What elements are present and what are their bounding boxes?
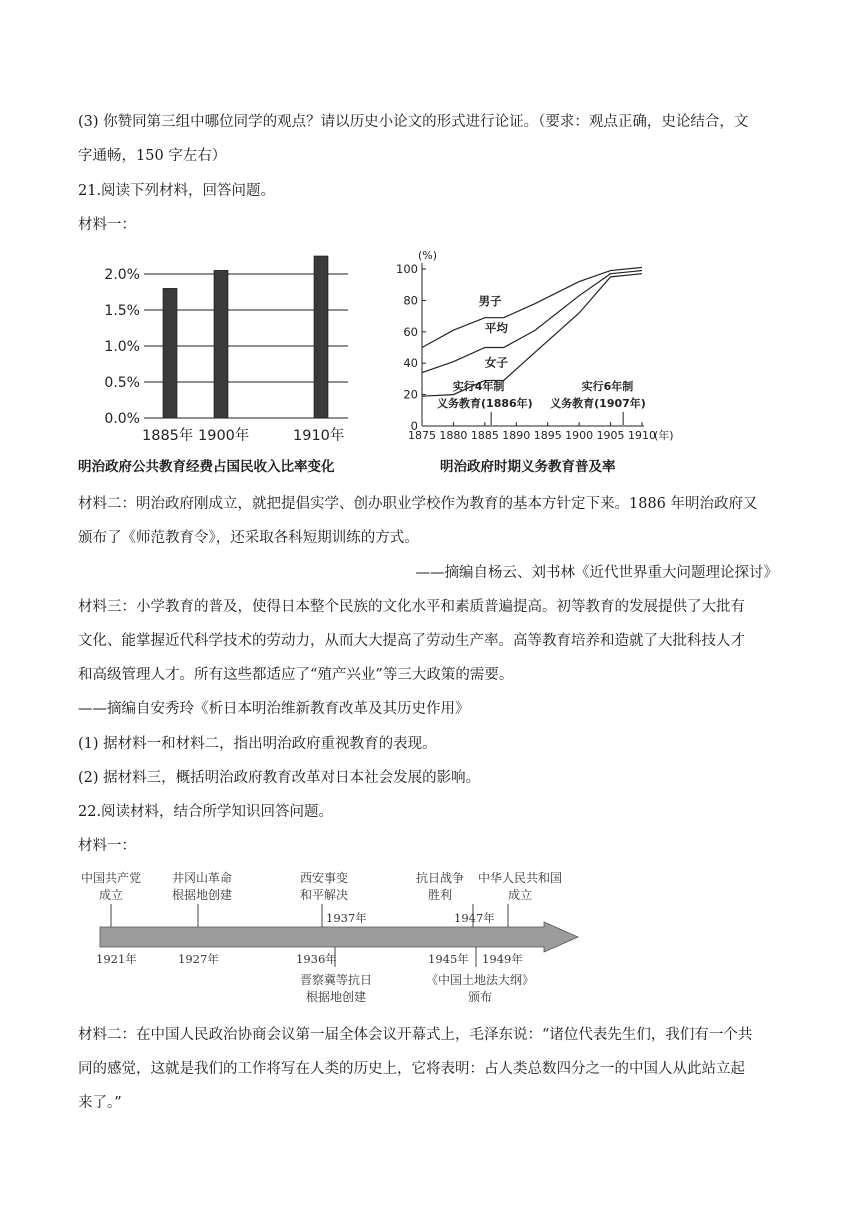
- event-1947-l1: 《中国土地法大纲》: [425, 973, 535, 987]
- q22-material-2-line-1: 材料二：在中国人民政治协商会议第一届全体会议开幕式上，毛泽东说：“诸位代表先生们，我们有一个共: [78, 1027, 753, 1043]
- event-1949-l2: 成立: [507, 888, 533, 902]
- line-series-label: 女子: [484, 355, 508, 370]
- line-xtick-label: 1905: [596, 429, 625, 442]
- line-xtick-label: 1900: [565, 429, 594, 442]
- timeline-arrow: [100, 922, 578, 952]
- event-1937-l2: 和平解决: [299, 888, 349, 902]
- event-1927-l1: 井冈山革命: [171, 871, 233, 885]
- education-expense-bar-chart: [78, 246, 378, 446]
- annotation-1886-line2: 义务教育(1886年): [437, 397, 533, 411]
- bar-ytick-label: 1.0%: [104, 339, 140, 355]
- q22-material-2-line-3: 来了。”: [78, 1095, 122, 1111]
- q21-material-2-source: ——摘编自杨云、刘书林《近代世界重大问题理论探讨》: [415, 565, 778, 581]
- year-above-1947: 1947年: [454, 911, 495, 925]
- year-above-1937: 1937年: [326, 911, 367, 925]
- q22-title: 22.阅读材料，结合所学知识回答问题。: [78, 804, 334, 820]
- bar-xtick-label: 1910年: [293, 428, 345, 444]
- q21-question-2: (2) 据材料三，概括明治政府教育改革对日本社会发展的影响。: [78, 770, 481, 786]
- q21-material-2-line-1: 材料二：明治政府刚成立，就把提倡实学、创办职业学校作为教育的基本方针定下来。1886 年明治政府又: [78, 496, 758, 512]
- line-y-unit: (%): [418, 249, 438, 262]
- line-ytick-label: 100: [396, 262, 418, 276]
- year-below-1945: 1945年: [428, 952, 469, 966]
- bar-ytick-label: 1.5%: [104, 303, 140, 319]
- line-x-unit: (年): [654, 429, 674, 442]
- annotation-1886-line1: 实行4年制: [452, 379, 505, 393]
- q21-material-3-line-3: 和高级管理人才。所有这些都适应了“殖产兴业”等三大政策的需要。: [78, 667, 514, 683]
- event-1937-l1: 西安事变: [299, 871, 349, 885]
- line-series-label: 男子: [478, 294, 502, 309]
- line-series-2: [422, 274, 642, 396]
- line-ytick-label: 0: [410, 419, 418, 433]
- event-1945-l1: 抗日战争: [415, 871, 465, 885]
- line-xtick-label: 1895: [533, 429, 562, 442]
- event-1921-l1: 中国共产党: [80, 871, 142, 885]
- event-1936-l2: 根据地创建: [305, 990, 367, 1004]
- bar-1910年: [314, 256, 328, 418]
- bar-chart-title: 明治政府公共教育经费占国民收入比率变化: [78, 459, 335, 475]
- year-below-1927: 1927年: [178, 952, 219, 966]
- event-1936-l1: 晋察冀等抗日: [299, 973, 373, 987]
- q21-material-2-line-2: 颁布了《师范教育令》，还采取各科短期训练的方式。: [78, 530, 419, 546]
- q21-question-1: (1) 据材料一和材料二，指出明治政府重视教育的表现。: [78, 736, 437, 752]
- q22-material-2-line-2: 同的感觉，这就是我们的工作将写在人类的历史上，它将表明：占人类总数四分之一的中国人从此站立起: [78, 1061, 745, 1077]
- annotation-1907-line2: 义务教育(1907年): [550, 397, 646, 411]
- year-below-1921: 1921年: [96, 952, 137, 966]
- bar-1900年: [214, 270, 228, 418]
- line-xtick-label: 1890: [502, 429, 531, 442]
- line-xtick-label: 1910: [628, 429, 656, 442]
- line-series-1: [422, 271, 642, 373]
- compulsory-education-line-chart: [392, 246, 692, 446]
- q21-material-3-line-1: 材料三：小学教育的普及，使得日本整个民族的文化水平和素质普遍提高。初等教育的发展提供了大批有: [78, 599, 745, 615]
- bar-xtick-label: 1885年: [142, 428, 194, 444]
- year-below-1949: 1949年: [482, 952, 523, 966]
- year-below-1936: 1936年: [296, 952, 337, 966]
- event-1949-l1: 中华人民共和国: [477, 871, 563, 885]
- line-xtick-label: 1875: [408, 429, 436, 442]
- q21-title: 21.阅读下列材料，回答问题。: [78, 183, 276, 199]
- q21-material-3-line-2: 文化、能掌握近代科学技术的劳动力，从而大大提高了劳动生产率。高等教育培养和造就了大批科技人才: [78, 633, 745, 649]
- event-1927-l2: 根据地创建: [171, 888, 233, 902]
- q21-material-3-source: ——摘编自安秀玲《析日本明治维新教育改革及其历史作用》: [78, 701, 470, 717]
- event-1947-l2: 颁布: [467, 990, 493, 1004]
- line-ytick-label: 20: [403, 387, 418, 402]
- q20-3-line-2: 字通畅，150 字左右）: [78, 148, 227, 164]
- line-series-label: 平均: [484, 320, 508, 335]
- line-ytick-label: 40: [403, 356, 418, 371]
- bar-1885年: [163, 288, 177, 418]
- line-ytick-label: 80: [403, 293, 418, 308]
- q21-material-1-label: 材料一：: [78, 217, 136, 233]
- line-xtick-label: 1885: [470, 429, 499, 442]
- bar-ytick-label: 0.5%: [104, 375, 140, 391]
- annotation-1907-line1: 实行6年制: [581, 379, 634, 393]
- q22-material-1-label: 材料一：: [78, 838, 136, 854]
- line-chart-title: 明治政府时期义务教育普及率: [440, 459, 616, 475]
- cpc-history-timeline: [78, 864, 588, 1009]
- bar-xtick-label: 1900年: [198, 428, 250, 444]
- event-1921-l2: 成立: [98, 888, 124, 902]
- line-xtick-label: 1880: [439, 429, 468, 442]
- q20-3-line-1: (3) 你赞同第三组中哪位同学的观点？请以历史小论文的形式进行论证。（要求：观点正确，史论结合，文: [78, 114, 749, 130]
- line-ytick-label: 60: [403, 324, 418, 339]
- bar-ytick-label: 0.0%: [104, 411, 140, 427]
- bar-ytick-label: 2.0%: [104, 267, 140, 283]
- event-1945-l2: 胜利: [427, 888, 453, 902]
